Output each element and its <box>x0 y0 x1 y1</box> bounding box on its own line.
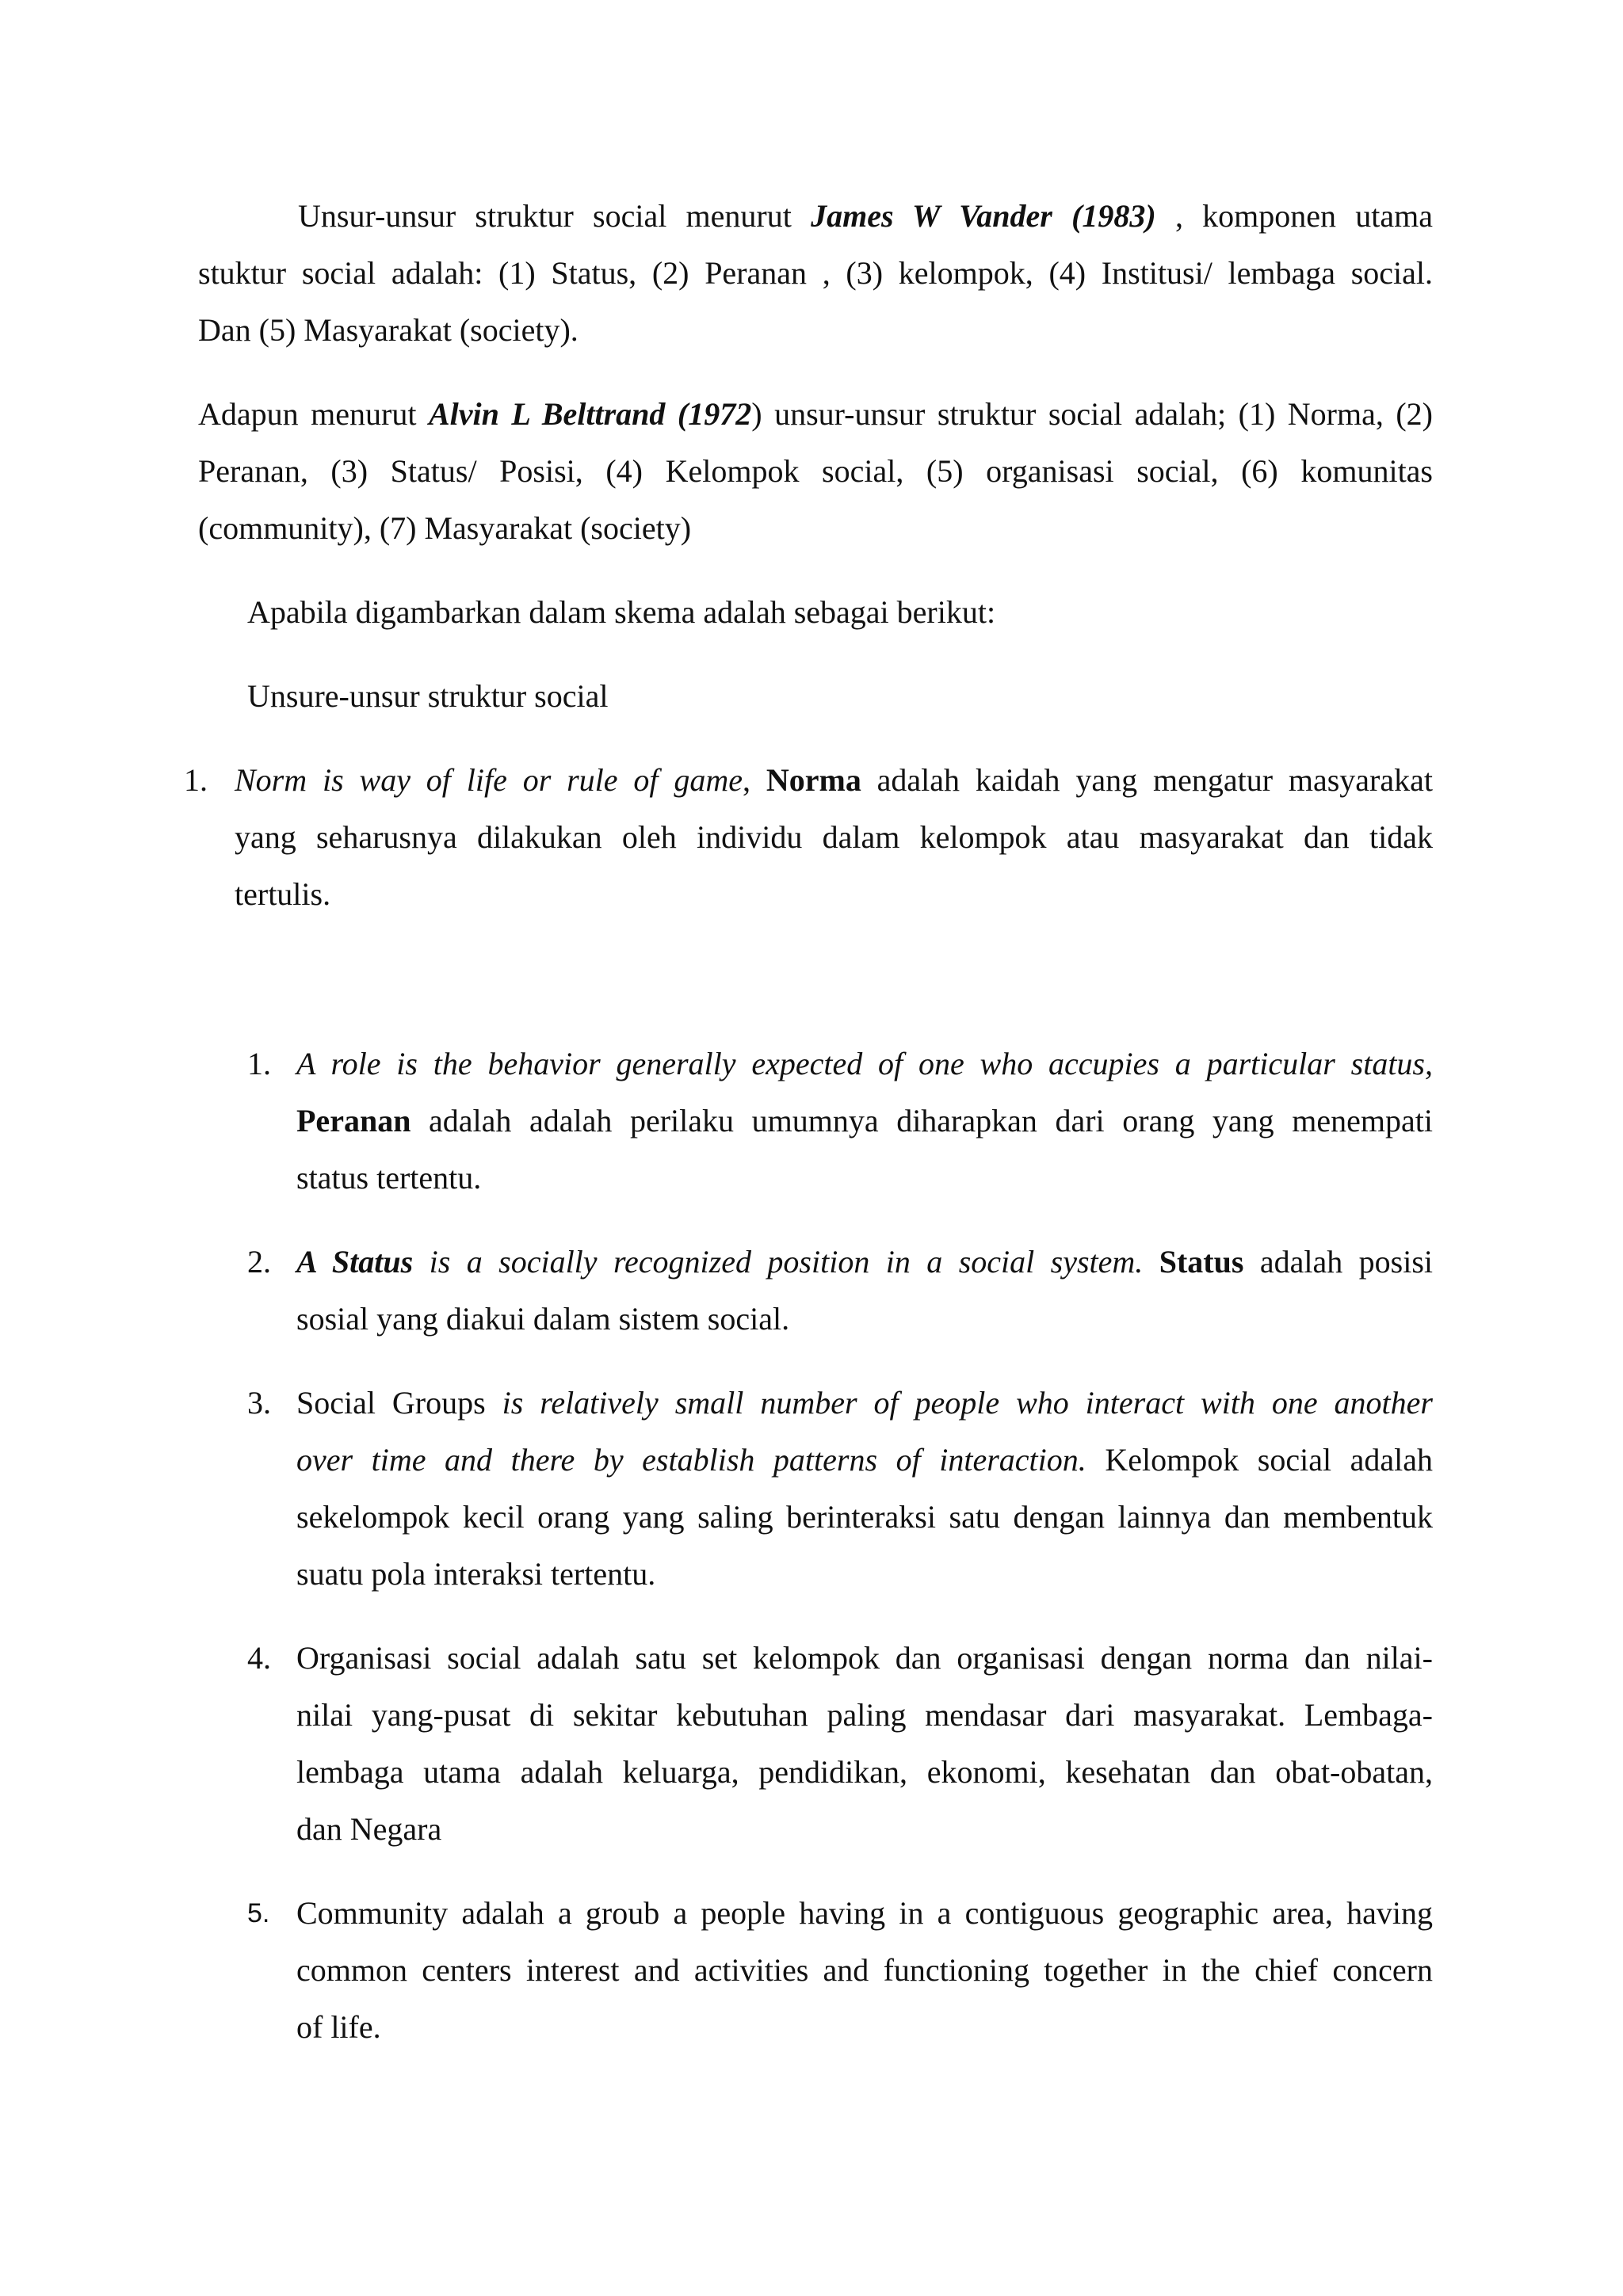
list-number: 2. <box>247 1244 271 1280</box>
list-item-line <box>296 1243 1433 1281</box>
list-number: 1. <box>184 762 208 798</box>
list-item-line: dan Negara <box>296 1811 442 1847</box>
list-number: 4. <box>247 1640 271 1676</box>
list-item-line <box>235 761 1433 799</box>
english-definition: over time and there by establish patterns of interaction. <box>296 1442 1086 1478</box>
list-number: 1. <box>247 1046 271 1081</box>
list-item-line: common centers interest and activities and functioning together in the chief concern <box>296 1952 1433 1988</box>
list-item-line <box>296 1384 1433 1422</box>
english-definition: Norm is way of life or rule of game <box>235 762 743 798</box>
term-bold: Status <box>1159 1244 1244 1280</box>
english-definition: A role is the behavior generally expected of one who accupies a particular status, <box>296 1046 1433 1081</box>
schema-heading: Unsure-unsur struktur social <box>247 678 609 714</box>
list-item-line: suatu pola interaksi tertentu. <box>296 1556 656 1592</box>
text-span: ) unsur-unsur struktur social adalah; (1) Norma, (2) <box>751 396 1433 432</box>
paragraph-line: Dan (5) Masyarakat (society). <box>198 312 579 348</box>
list-item-line: of life. <box>296 2009 381 2045</box>
english-definition: is a socially recognized position in a social system. <box>413 1244 1144 1280</box>
paragraph-line <box>298 197 1433 235</box>
list-item-line: tertulis. <box>235 876 331 912</box>
text-span: Kelompok social adalah <box>1086 1442 1433 1478</box>
schema-intro: Apabila digambarkan dalam skema adalah sebagai berikut: <box>247 594 996 630</box>
list-item-line: Organisasi social adalah satu set kelompok dan organisasi dengan norma dan nilai- <box>296 1640 1433 1676</box>
english-definition: is relatively small number of people who interact with one another <box>502 1385 1433 1421</box>
list-item-line <box>296 1045 1433 1083</box>
list-item-line: lembaga utama adalah keluarga, pendidikan, ekonomi, kesehatan dan obat-obatan, <box>296 1754 1433 1790</box>
list-item-line: status tertentu. <box>296 1160 482 1196</box>
text-span: adalah posisi <box>1243 1244 1434 1280</box>
text-span: Adapun menurut <box>198 396 429 432</box>
text-span: adalah adalah perilaku umumnya diharapkan dari orang yang menempati <box>411 1103 1433 1138</box>
text-span: adalah kaidah yang mengatur masyarakat <box>861 762 1434 798</box>
text-span: Unsur-unsur struktur social menurut <box>298 198 812 234</box>
list-item-line <box>296 1441 1433 1479</box>
paragraph-line: Peranan, (3) Status/ Posisi, (4) Kelompok social, (5) organisasi social, (6) komunitas <box>198 453 1433 489</box>
author-citation: Alvin L Belttrand (1972 <box>428 396 752 432</box>
list-item-line: sekelompok kecil orang yang saling berinteraksi satu dengan lainnya dan membentuk <box>296 1499 1433 1535</box>
term-bold: Norma <box>766 762 861 798</box>
text-span: Social Groups <box>296 1385 502 1421</box>
text-span: , komponen utama <box>1155 198 1433 234</box>
term-bold: Peranan <box>296 1103 411 1138</box>
author-citation: James W Vander (1983) <box>811 198 1156 234</box>
list-number: 3. <box>247 1385 271 1421</box>
list-item-line: Community adalah a groub a people having in a contiguous geographic area, having <box>296 1895 1433 1931</box>
list-item-line <box>296 1102 1433 1140</box>
paragraph-line: stuktur social adalah: (1) Status, (2) Peranan , (3) kelompok, (4) Institusi/ lembaga social. <box>198 255 1433 291</box>
list-item-line: sosial yang diakui dalam sistem social. <box>296 1301 790 1337</box>
list-item-line: yang seharusnya dilakukan oleh individu dalam kelompok atau masyarakat dan tidak <box>235 819 1433 855</box>
paragraph-line: (community), (7) Masyarakat (society) <box>198 510 692 546</box>
paragraph-line <box>198 395 1433 433</box>
term-bold-italic: A Status <box>296 1244 414 1280</box>
list-item-line: nilai yang-pusat di sekitar kebutuhan paling mendasar dari masyarakat. Lembaga- <box>296 1697 1433 1733</box>
text-span: , <box>743 762 766 798</box>
list-number: 5. <box>247 1898 270 1928</box>
